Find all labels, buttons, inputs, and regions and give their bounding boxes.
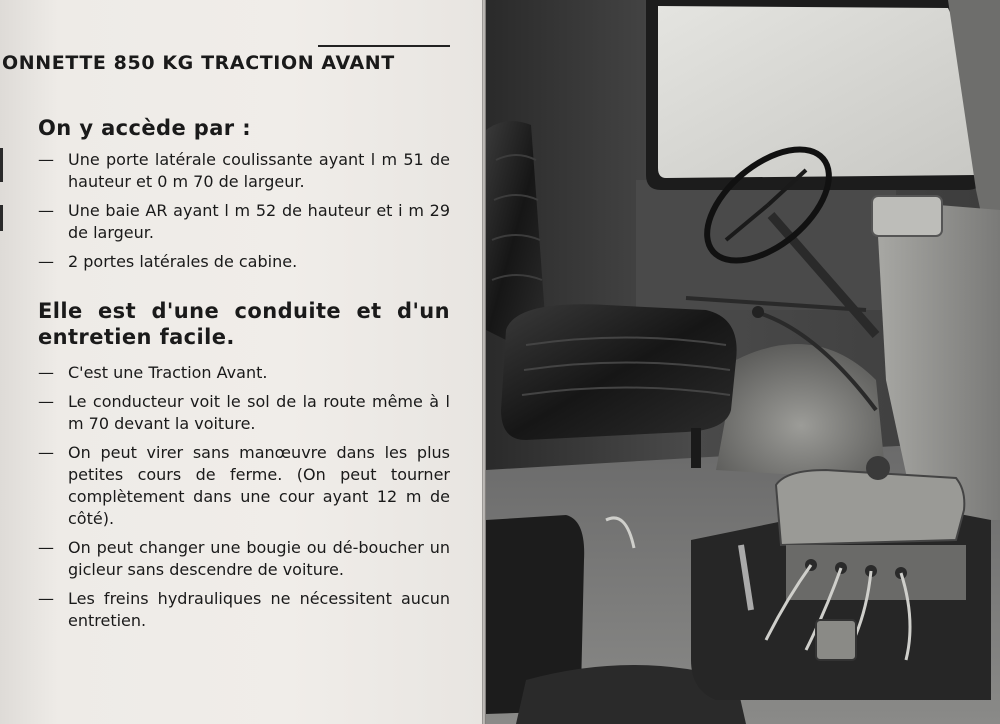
- header-rule: [318, 45, 450, 47]
- list-item: [38, 362, 450, 384]
- running-header: ONNETTE 850 KG TRACTION AVANT: [2, 52, 395, 74]
- section-heading-access: On y accède par :: [38, 116, 252, 140]
- list-item: [38, 149, 450, 193]
- page-edge-mark: [0, 205, 3, 231]
- list-item-text: Une baie AR ayant l m 52 de hauteur et i m 29 de largeur.: [68, 201, 450, 242]
- dash-bullet: —: [38, 392, 54, 411]
- list-item-text: Les freins hydrauliques ne nécessitent aucun entretien.: [68, 589, 450, 630]
- list-item-text: On peut changer une bougie ou dé-boucher un gicleur sans descendre de voiture.: [68, 538, 450, 579]
- dash-bullet: —: [38, 252, 54, 271]
- list-item: [38, 200, 450, 244]
- mirror-housing: [872, 196, 942, 236]
- list-item-text: Une porte latérale coulissante ayant l m 51 de hauteur et 0 m 70 de largeur.: [68, 150, 450, 191]
- pedal: [866, 456, 890, 480]
- dash-bullet: —: [38, 443, 54, 462]
- dash-bullet: —: [38, 589, 54, 608]
- list-item-text: C'est une Traction Avant.: [68, 363, 268, 382]
- dash-bullet: —: [38, 538, 54, 557]
- gear-knob: [752, 306, 764, 318]
- section-heading-driving: Elle est d'une conduite et d'un entretien facile.: [38, 299, 450, 349]
- list-item: [38, 391, 450, 435]
- cab-interior-photo: [486, 0, 1000, 724]
- photo-illustration: [486, 0, 1000, 724]
- list-item-text: Le conducteur voit le sol de la route même à l m 70 devant la voiture.: [68, 392, 450, 433]
- list-item: [38, 588, 450, 632]
- list-item-text: 2 portes latérales de cabine.: [68, 252, 298, 271]
- dash-bullet: —: [38, 201, 54, 220]
- engine-cover: [776, 470, 964, 545]
- seat-cushion: [501, 304, 737, 440]
- carburettor: [816, 620, 856, 660]
- list-item: [38, 442, 450, 530]
- page-edge-mark: [0, 148, 3, 182]
- list-item-text: On peut virer sans manœuvre dans les plus petites cours de ferme. (On peut tourner complètement dans une cour ayant 12 m de côté).: [68, 443, 450, 528]
- list-item: [38, 251, 450, 273]
- driving-list: [38, 362, 450, 639]
- list-item: [38, 537, 450, 581]
- text-page: [0, 0, 482, 724]
- access-list: [38, 149, 450, 280]
- dash-bullet: —: [38, 363, 54, 382]
- door-panel: [636, 180, 896, 310]
- dash-bullet: —: [38, 150, 54, 169]
- seat-leg: [691, 428, 701, 468]
